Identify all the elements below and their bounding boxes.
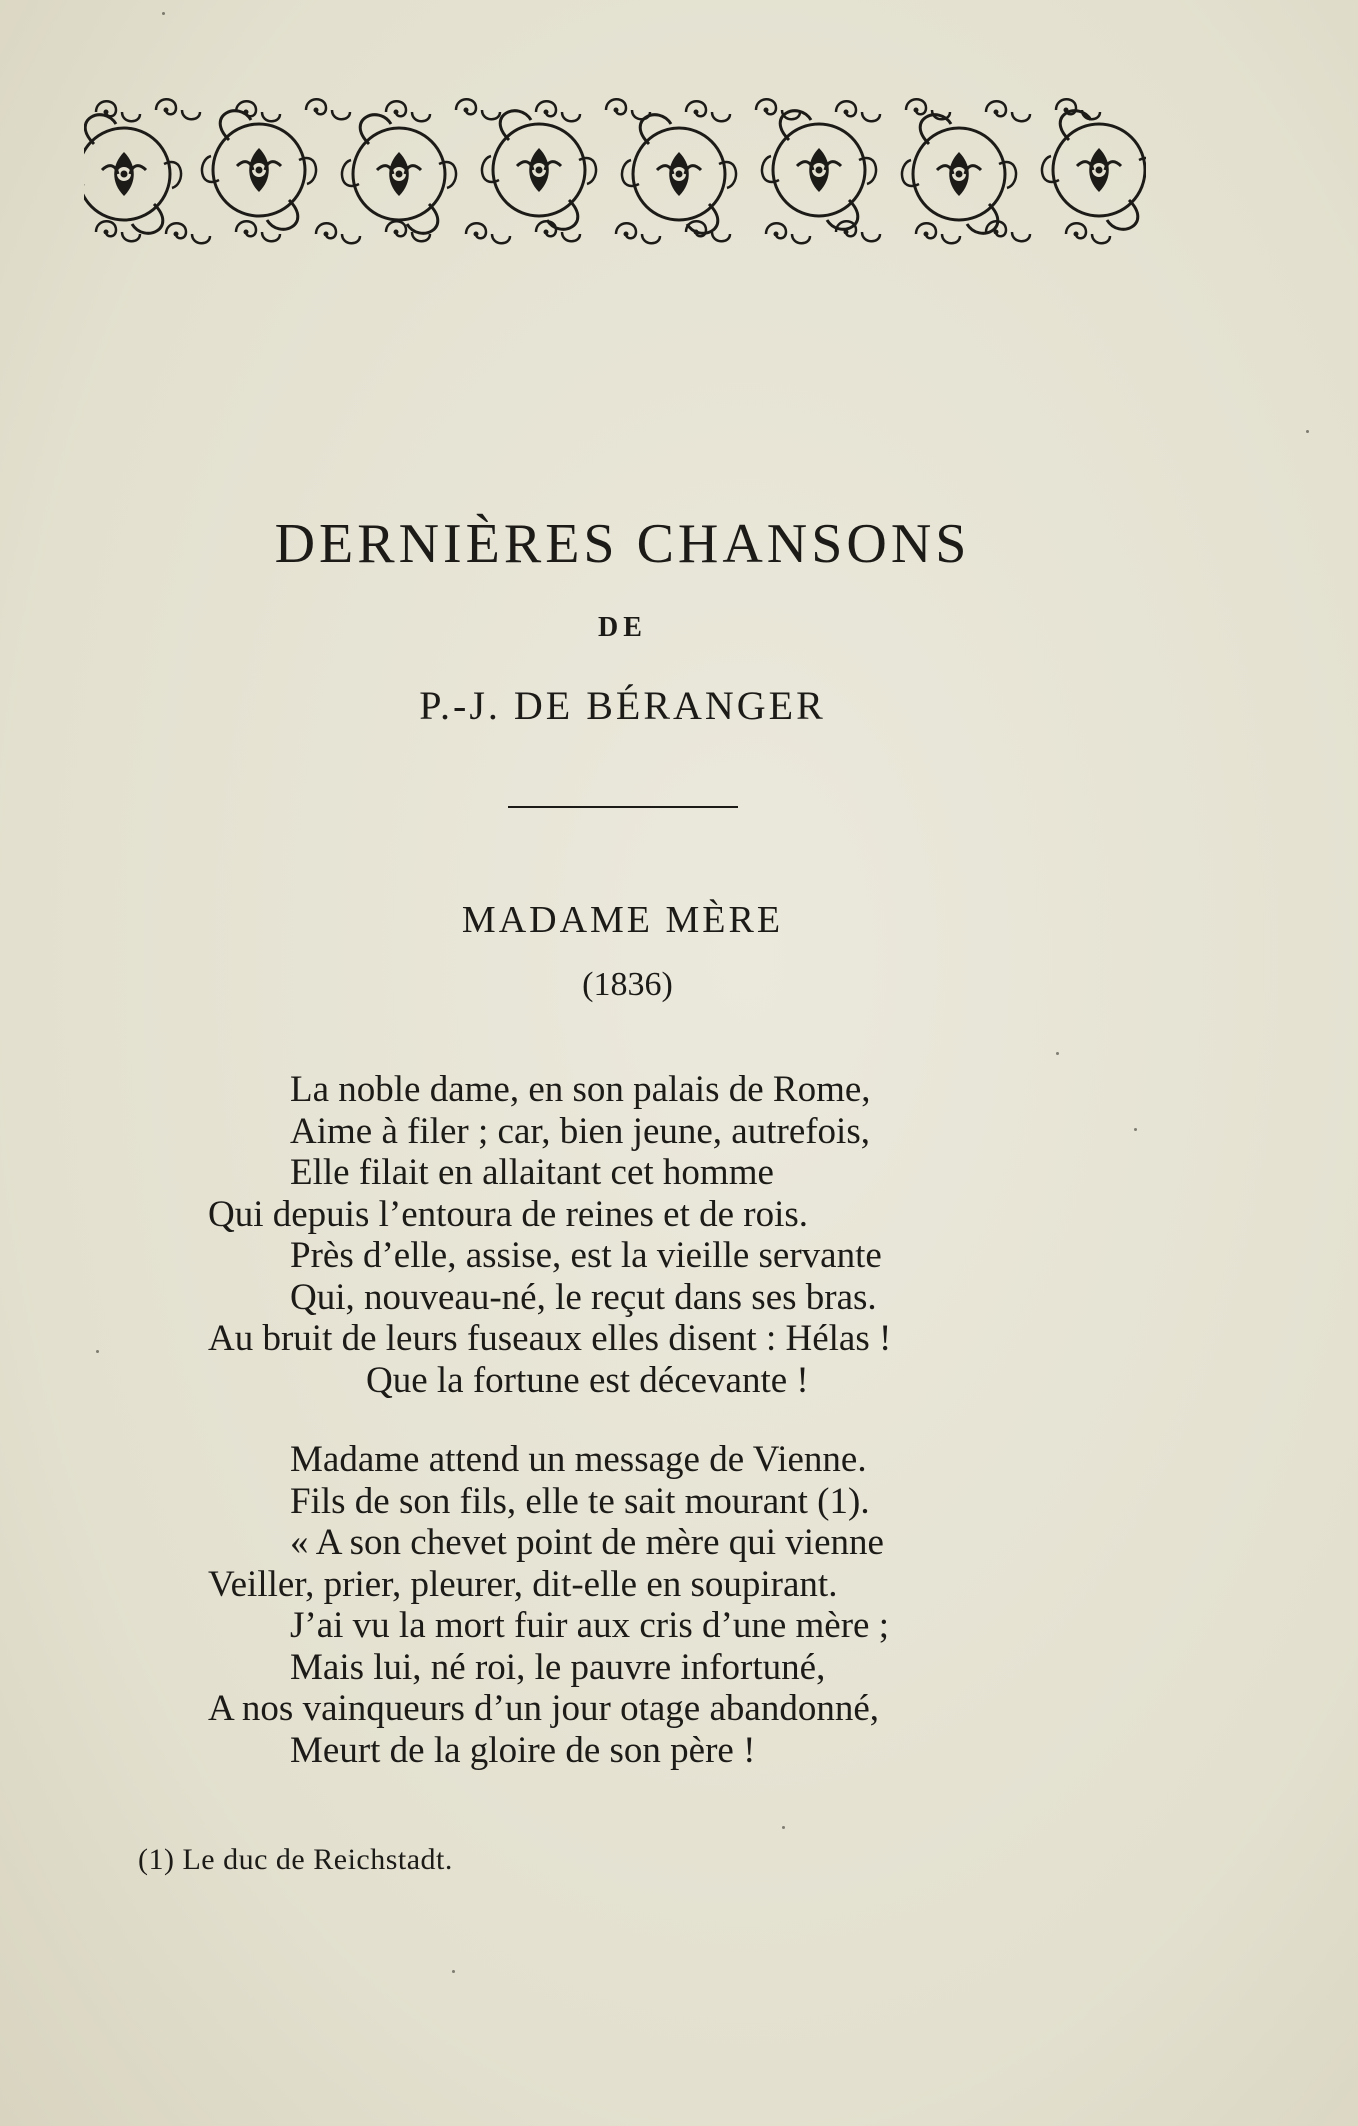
- verse-line: Veiller, prier, pleurer, dit-elle en soupirant.: [208, 1563, 838, 1605]
- verse-line: Mais lui, né roi, le pauvre infortuné,: [290, 1646, 826, 1688]
- paper-speck: [1056, 1052, 1059, 1055]
- verse-line: Aime à filer ; car, bien jeune, autrefois,: [290, 1110, 870, 1152]
- verse-line: Qui depuis l’entoura de reines et de rois.: [208, 1193, 809, 1235]
- verse-line: Madame attend un message de Vienne.: [290, 1439, 867, 1480]
- paper-speck: [452, 1970, 455, 1973]
- refrain-line: Que la fortune est décevante !: [366, 1359, 809, 1401]
- verse-line: « A son chevet point de mère qui vienne: [290, 1522, 884, 1563]
- verse-line: La noble dame, en son palais de Rome,: [290, 1069, 871, 1110]
- verse-line: Qui, nouveau-né, le reçut dans ses bras.: [290, 1276, 877, 1318]
- paper-speck: [96, 1350, 99, 1353]
- author-name: P.-J. DE BÉRANGER: [419, 683, 826, 728]
- paper-speck: [162, 12, 165, 15]
- verse-line: Près d’elle, assise, est la vieille servante: [290, 1235, 882, 1276]
- verse-line: A nos vainqueurs d’un jour otage abandonné,: [208, 1688, 879, 1729]
- verse-line: J’ai vu la mort fuir aux cris d’une mère ;: [290, 1605, 889, 1646]
- footnote: (1) Le duc de Reichstadt.: [138, 1843, 453, 1876]
- stanza-1: [208, 1069, 1138, 1401]
- verse-line: Fils de son fils, elle te sait mourant (1).: [290, 1480, 870, 1522]
- paper-speck: [782, 1826, 785, 1829]
- floral-ornament-band-icon: [84, 92, 1146, 252]
- paper-speck: [1134, 1128, 1137, 1131]
- book-title: DERNIÈRES CHANSONS: [274, 513, 971, 575]
- verse-line: Au bruit de leurs fuseaux elles disent : Hélas !: [208, 1318, 892, 1359]
- verse-line: Elle filait en allaitant cet homme: [290, 1152, 774, 1193]
- refrain-line: Meurt de la gloire de son père !: [290, 1729, 756, 1771]
- paper-speck: [1306, 430, 1309, 433]
- poem-title: MADAME MÈRE: [461, 899, 784, 941]
- section-divider: [508, 806, 738, 808]
- poem-year: (1836): [582, 966, 673, 1003]
- title-connector: DE: [598, 612, 647, 643]
- stanza-2: [208, 1439, 1138, 1771]
